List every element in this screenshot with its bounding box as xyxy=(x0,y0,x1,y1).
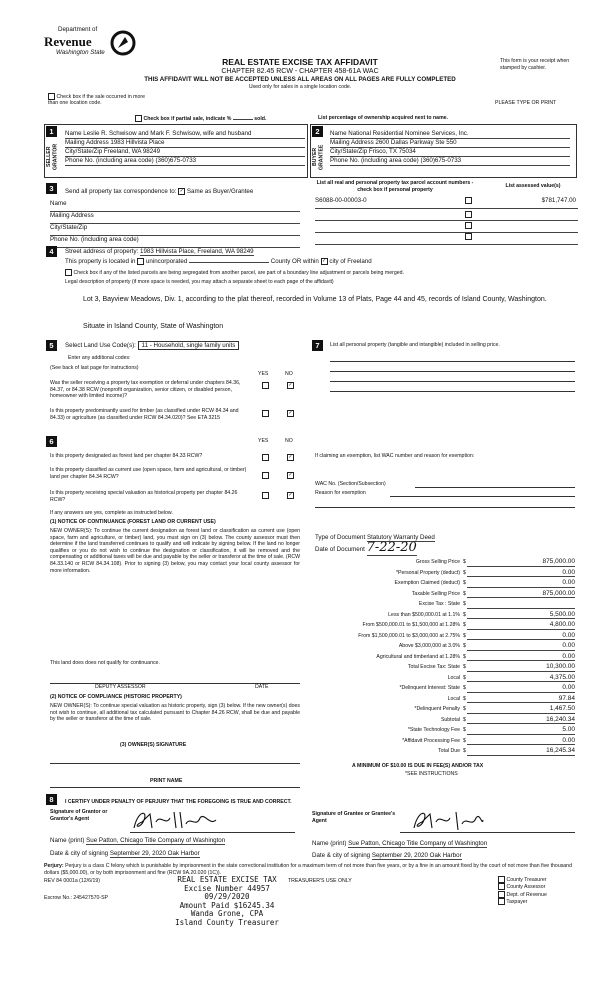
tax-row-value: 4,375.00 xyxy=(549,673,575,681)
stamp-line: REAL ESTATE EXCISE TAX xyxy=(177,875,277,884)
copy-label: Taxpayer xyxy=(506,899,528,906)
tax-row xyxy=(315,610,575,621)
grantor-name-label: Name (print) xyxy=(50,837,85,844)
doc-type-value: Statutory Warranty Deed xyxy=(366,534,435,541)
tax-row xyxy=(315,736,575,747)
certify-text: I CERTIFY UNDER PENALTY OF PERJURY THAT THE FOREGOING IS TRUE AND CORRECT. xyxy=(65,799,292,805)
parcel-checkbox-4[interactable] xyxy=(465,233,472,240)
section5-q1-yes[interactable] xyxy=(262,382,269,389)
grantee-date-label: Date & city of signing xyxy=(312,852,371,859)
section-2-number: 2 xyxy=(312,126,323,137)
section6-q2-no[interactable]: ✓ xyxy=(288,472,293,478)
reason-label: Reason for exemption xyxy=(315,490,366,496)
tax-row-label: *Affidavit Processing Fee xyxy=(402,737,460,744)
section-8-number: 8 xyxy=(46,794,57,805)
grantor-date-value: September 29, 2020 Oak Harbor xyxy=(109,850,200,857)
type-or-print: PLEASE TYPE OR PRINT xyxy=(495,100,557,106)
section6-q3-no[interactable]: ✓ xyxy=(288,492,293,498)
tax-row-value: 0.00 xyxy=(562,684,575,691)
tax-row xyxy=(315,631,575,642)
perjury-text: Perjury is a class C felony which is punishable by imprisonment in the state correctional institution for a maximum term of not more than five years, or by a fine in an amount fixed by the court of not more than five thousand dollars ($5,000.00), or by both imprisonment and fine (RCW 9A.20.020 (1C)). xyxy=(44,863,572,876)
grantor-date-label: Date & city of signing xyxy=(50,850,109,857)
see-instructions-note: *SEE INSTRUCTIONS xyxy=(405,771,458,777)
unincorporated-label: unincorporated xyxy=(145,258,188,266)
treasurer-stamp xyxy=(172,876,282,928)
tax-row-dollar: $ xyxy=(463,601,466,607)
tax-row-value: 0.00 xyxy=(562,579,575,586)
section5-q1-no[interactable]: ✓ xyxy=(288,382,293,388)
buyer-fields xyxy=(330,130,570,166)
tax-row-dollar: $ xyxy=(463,674,466,681)
tax-row-value: 0.00 xyxy=(562,652,575,660)
treasurer-use-label: TREASURER'S USE ONLY xyxy=(288,878,352,884)
yes-header-6: YES xyxy=(258,438,269,444)
situate-text: Situate in Island County, State of Washington xyxy=(83,323,224,330)
land-use-row xyxy=(65,342,239,350)
qualify-text: This land does does not qualify for continuance. xyxy=(50,660,160,666)
multi-location-label: Check box if the sale occurred in more than one location code. xyxy=(48,93,145,107)
tax-row xyxy=(315,715,575,726)
yes-header-5: YES xyxy=(258,371,269,377)
section6-q1: Is this property designated as forest land per chapter 84.33 RCW? xyxy=(50,453,203,459)
stamp-line: Excise Number 44957 xyxy=(184,883,270,893)
tax-row xyxy=(315,704,575,715)
tax-row-value: 16,245.34 xyxy=(546,747,575,754)
corr-name-label: Name xyxy=(50,200,300,212)
buyer-city-label: City/State/Zip xyxy=(330,148,368,155)
notice2-title: (2) NOTICE OF COMPLIANCE (HISTORIC PROPERTY) xyxy=(50,694,182,700)
seller-phone-label: Phone No. (including area code) xyxy=(65,157,154,164)
parcel-personal-checkbox[interactable] xyxy=(465,197,472,204)
street-value: 1983 Hillvista Place, Freeland, WA 98249 xyxy=(140,248,254,255)
grantee-date-value: September 29, 2020 Oak Harbor xyxy=(371,852,462,859)
copy-label: County Treasurer xyxy=(506,876,547,883)
doc-date-label: Date of Document xyxy=(315,546,365,553)
located-label: This property is located in xyxy=(65,258,136,266)
escrow-number: Escrow No.: 245427570-SP xyxy=(44,895,109,901)
multi-location-checkbox[interactable] xyxy=(48,93,55,100)
tax-row xyxy=(315,673,575,684)
tax-row-dollar: $ xyxy=(463,580,466,586)
grantee-signature-icon xyxy=(410,808,485,834)
city-value: city of Freeland xyxy=(329,258,372,266)
perjury-label: Perjury: xyxy=(44,863,64,869)
tax-row-label: Exemption Claimed (deduct) xyxy=(394,580,460,586)
tax-row-label: Agricultural and timberland at 1.28% xyxy=(376,653,460,660)
tax-row-dollar: $ xyxy=(463,748,466,754)
tax-row xyxy=(315,746,575,757)
tax-row-label: *Personal Property (deduct) xyxy=(395,569,460,576)
tax-row-value: 0.00 xyxy=(562,642,575,649)
copy-checkbox[interactable] xyxy=(498,883,505,890)
tax-row-label: *Delinquent Interest: State xyxy=(399,685,460,691)
deputy-date-label: DATE xyxy=(255,684,269,690)
tax-row xyxy=(315,662,575,673)
tax-row xyxy=(315,578,575,589)
parcels-header: List all real and personal property tax parcel account numbers - check box if personal property xyxy=(316,180,474,193)
land-use-select[interactable]: 11 - Household, single family units xyxy=(138,341,240,350)
buyer-address-label: Mailing Address xyxy=(330,139,374,146)
buyer-phone-label: Phone No. (including area code) xyxy=(330,157,419,164)
tax-row-dollar: $ xyxy=(463,559,466,565)
tax-row-value: 875,000.00 xyxy=(542,589,575,597)
unincorporated-checkbox[interactable] xyxy=(137,258,144,265)
personal-property-label: List all personal property (tangible and intangible) included in selling price. xyxy=(330,342,500,348)
partial-sale-row xyxy=(135,115,266,122)
dor-emblem-icon xyxy=(110,30,136,56)
tax-row-dollar: $ xyxy=(463,611,466,618)
tax-row-dollar: $ xyxy=(463,590,466,597)
tax-row-value: 5,500.00 xyxy=(549,610,575,618)
section6-q1-no[interactable]: ✓ xyxy=(288,454,293,460)
seller-fields xyxy=(65,130,305,166)
send-correspondence-label: Send all property tax correspondence to: xyxy=(65,188,177,196)
no-header-5: NO xyxy=(285,371,293,377)
multi-location-row xyxy=(48,93,148,107)
section5-q2-yes[interactable] xyxy=(262,410,269,417)
tax-row-value: 10,300.00 xyxy=(546,663,575,670)
tax-row-dollar: $ xyxy=(463,643,466,649)
tax-row-dollar: $ xyxy=(463,653,466,660)
tax-row-value: 0.00 xyxy=(562,568,575,576)
tax-row-value: 0.00 xyxy=(562,631,575,639)
form-subtitle: CHAPTER 82.45 RCW - CHAPTER 458-61A WAC xyxy=(221,68,379,75)
doc-type-label: Type of Document xyxy=(315,534,366,541)
land-use-label: Select Land Use Code(s): xyxy=(65,342,136,349)
tax-row-dollar: $ xyxy=(463,706,466,712)
tax-row-label: Gross Selling Price xyxy=(415,559,460,565)
copy-label: Dept. of Revenue xyxy=(506,891,547,898)
grantor-signature-icon xyxy=(130,808,220,834)
street-label: Street address of property: xyxy=(65,248,139,255)
doc-date-row xyxy=(315,540,575,555)
tax-row-label: From $500,000.01 to $1,500,000 at 1.28% xyxy=(362,622,460,628)
assessed-header: List assessed value(s) xyxy=(505,183,561,189)
doc-type-row xyxy=(315,534,575,542)
tax-row-label: Taxable Selling Price xyxy=(411,590,460,597)
tax-row-dollar: $ xyxy=(463,695,466,702)
seller-name-label: Name xyxy=(65,130,82,137)
legal-description: Lot 3, Bayview Meadows, Div. 1, according to the plat thereof, recorded in Volume 13 of Plats, Page 44 and 45, records of Island County, Washington. xyxy=(83,296,547,303)
same-as-buyer-label: Same as Buyer/Grantee xyxy=(186,188,254,196)
deputy-assessor-label: DEPUTY ASSESSOR xyxy=(95,684,146,690)
tax-row-dollar: $ xyxy=(463,622,466,628)
county-label: County OR within xyxy=(270,258,319,266)
section-1-number: 1 xyxy=(46,126,57,137)
partial-sale-checkbox[interactable] xyxy=(135,115,142,122)
tax-row-value: 1,467.50 xyxy=(549,705,575,712)
buyer-phone-value: (360)675-0733 xyxy=(420,157,462,164)
section6-q1-yes[interactable] xyxy=(262,454,269,461)
grantee-name-value: Sue Patton, Chicago Title Company of Washington xyxy=(348,840,488,847)
owner-signature-label: (3) OWNER(S) SIGNATURE xyxy=(120,742,187,748)
tax-calculation-table xyxy=(315,557,575,757)
tax-row xyxy=(315,589,575,600)
section6-q2-yes[interactable] xyxy=(262,472,269,479)
grantee-name-label: Name (print) xyxy=(312,840,347,847)
section-7-number: 7 xyxy=(312,340,323,351)
grantee-date-row xyxy=(312,852,577,860)
tax-row-dollar: $ xyxy=(463,727,466,733)
no-header-6: NO xyxy=(285,438,293,444)
tax-row-label: Less than $500,000.01 at 1.1% xyxy=(388,611,460,618)
tax-row xyxy=(315,641,575,652)
tax-row xyxy=(315,557,575,568)
if-yes-text: If any answers are yes, complete as instructed below. xyxy=(50,510,173,516)
tax-row xyxy=(315,568,575,579)
seller-address-label: Mailing Address xyxy=(65,139,109,146)
exemption-claim-label: If claiming an exemption, list WAC number and reason for exemption: xyxy=(315,453,475,459)
grantor-name-value: Sue Patton, Chicago Title Company of Washington xyxy=(86,837,226,844)
seller-address-value: 1983 Hillvista Place xyxy=(110,139,165,146)
tax-row xyxy=(315,694,575,705)
logo-dept-label: Department of xyxy=(58,26,98,33)
corr-phone-label: Phone No. (including area code) xyxy=(50,236,300,248)
receipt-note: This form is your receipt when stamped by cashier. xyxy=(500,58,570,71)
corr-mailing-label: Mailing Address xyxy=(50,212,300,224)
logo-state-label: Washington State xyxy=(56,49,105,56)
tax-row-value: 0.00 xyxy=(562,736,575,744)
logo-revenue-label: Revenue xyxy=(44,34,92,49)
print-name-label: PRINT NAME xyxy=(150,778,183,784)
city-checkbox[interactable]: ✓ xyxy=(322,258,327,264)
located-row xyxy=(65,258,372,266)
copy-checkbox[interactable] xyxy=(498,891,505,898)
seller-city-value: Freeland, WA 98249 xyxy=(103,148,161,155)
notice1-title: (1) NOTICE OF CONTINUANCE (FOREST LAND OR CURRENT USE) xyxy=(50,519,216,525)
correspondence-fields xyxy=(50,200,300,248)
section5-q1: Was the seller receiving a property tax exemption or deferral under chapters 84.36, 84.37, or 84.38 RCW (nonprofit organization, senior citizen, or disabled person, homeowner with limited income)? xyxy=(50,380,241,400)
additional-codes-label: Enter any additional codes: xyxy=(68,355,131,361)
copy-checkbox[interactable] xyxy=(498,898,505,905)
section6-q2: Is this property classified as current use (open space, farm and agricultural, or timber) land per chapter 84.34 RCW? xyxy=(50,467,247,480)
section-6-number: 6 xyxy=(46,436,57,447)
legal-label: Legal description of property (if more space is needed, you may attach a separate sheet to each page of the affidavit) xyxy=(65,279,334,285)
buyer-address-value: 2600 Dallas Parkway Ste 550 xyxy=(375,139,457,146)
stamp-line: Wanda Grone, CPA xyxy=(190,909,264,919)
tax-row xyxy=(315,652,575,663)
ownership-pct-label: List percentage of ownership acquired next to name. xyxy=(318,115,449,121)
seller-name-value: Leslie R. Schwisow and Mark F. Schwisow, wife and husband xyxy=(83,130,252,137)
grantee-name-row xyxy=(312,840,577,848)
stamp-line: Amount Paid $16245.34 xyxy=(179,900,275,910)
segregated-row xyxy=(65,269,565,276)
tax-row xyxy=(315,725,575,736)
form-title: REAL ESTATE EXCISE TAX AFFIDAVIT xyxy=(222,57,378,67)
section-5-number: 5 xyxy=(46,340,57,351)
wac-label: WAC No. (Section/Subsection) xyxy=(315,481,386,487)
section-3-number: 3 xyxy=(46,183,57,194)
tax-row-value: 875,000.00 xyxy=(542,558,575,565)
tax-row-value: 4,800.00 xyxy=(549,621,575,628)
send-correspondence-row xyxy=(65,188,253,196)
tax-row-label: Total Due xyxy=(438,748,460,754)
tax-row-dollar: $ xyxy=(463,685,466,691)
corr-city-label: City/State/Zip xyxy=(50,224,300,236)
section5-q2: Is this property predominantly used for timber (as classified under RCW 84.34 and 84.33) or agriculture (as classified under RCW 84.34.020)? See ETA 3215 xyxy=(50,408,239,421)
notice2-text: NEW OWNER(S): To continue special valuation as historic property, sign (3) below. If the new owner(s) does not wish to continue, all additional tax calculated pursuant to Chapter 84.26 RCW, shall be due and payable by the seller or transferor at the time of sale. xyxy=(50,703,300,723)
same-as-buyer-checkbox[interactable]: ✓ xyxy=(179,188,184,194)
tax-row-dollar: $ xyxy=(463,737,466,744)
parcel-checkbox-2[interactable] xyxy=(465,211,472,218)
minimum-fee-note: A MINIMUM OF $10.00 IS DUE IN FEE(S) AND/OR TAX xyxy=(352,763,484,769)
assessed-value: $781,747.00 xyxy=(541,197,576,204)
parcel-table xyxy=(315,197,578,245)
tax-row-label: *State Technology Fee xyxy=(407,727,460,733)
copy-checkbox[interactable] xyxy=(498,876,505,883)
buyer-name-value: National Residential Nominee Services, Inc. xyxy=(348,130,469,137)
copies-list xyxy=(498,876,547,906)
seller-city-label: City/State/Zip xyxy=(65,148,103,155)
parcel-checkbox-3[interactable] xyxy=(465,222,472,229)
tax-row xyxy=(315,683,575,694)
tax-row-value: 16,240.34 xyxy=(546,715,575,723)
segregated-label: Check box if any of the listed parcels are being segregated from another parcel, are part of a boundary line adjustment or parcels being merged. xyxy=(73,269,404,276)
section6-q3-yes[interactable] xyxy=(262,492,269,499)
parcel-number: S6088-00-00003-0 xyxy=(315,197,367,204)
partial-sale-label: Check box if partial sale, indicate % xyxy=(143,115,232,122)
doc-date-value: 7-22-20 xyxy=(366,540,417,555)
see-back-label: (See back of last page for instructions) xyxy=(50,365,139,371)
notice1-text: NEW OWNER(S): To continue the current designation as forest land or classification as current use (open space, farm and agriculture, or timber) land, you must sign on (3) below. The county assessor must then determine if the land transferred continues to qualify and will indicate by signing below. If the land no longer qualifies or you do not wish to continue the designation or classification, it will be removed and the compensating or additional taxes will be due and payable by the seller or transferor at the time of sale. (RCW 84.33.140 or RCW 84.34.108). Prior to signing (3) below, you may contact your local county assessor for more information. xyxy=(50,528,300,574)
tax-row-value: 5.00 xyxy=(562,726,575,733)
section5-q2-no[interactable]: ✓ xyxy=(288,410,293,416)
street-row xyxy=(65,248,254,256)
buyer-city-value: Frisco, TX 75034 xyxy=(368,148,416,155)
grantee-sig-label: Signature of Grantee or Grantee's Agent xyxy=(312,811,396,824)
form-warning: THIS AFFIDAVIT WILL NOT BE ACCEPTED UNLESS ALL AREAS ON ALL PAGES ARE FULLY COMPLETED xyxy=(144,76,456,83)
tax-row-dollar: $ xyxy=(463,664,466,670)
tax-row-label: From $1,500,000.01 to $3,000,000 at 2.75% xyxy=(358,632,460,639)
section-4-number: 4 xyxy=(46,246,57,257)
tax-row xyxy=(315,620,575,631)
grantor-name-row xyxy=(50,837,300,845)
buyer-name-label: Name xyxy=(330,130,347,137)
rev-number: REV 84 0001a (12/6/19) xyxy=(44,878,100,884)
tax-row-dollar: $ xyxy=(463,632,466,639)
tax-row-dollar: $ xyxy=(463,569,466,576)
seller-phone-value: (360)675-0733 xyxy=(155,157,197,164)
section6-q3: Is this property receiving special valuation as historical property per chapter 84.26 RCW? xyxy=(50,490,238,503)
buyer-side-label: BUYER GRANTEE xyxy=(312,144,325,170)
tax-row-label: Total Excise Tax: State xyxy=(407,664,460,670)
stamp-line: 09/29/2020 xyxy=(204,892,250,902)
tax-row-label: *Delinquent Penalty xyxy=(414,706,460,712)
tax-row-label: Above $3,000,000 at 3.0% xyxy=(398,643,460,649)
seller-side-label: SELLER GRANTOR xyxy=(46,143,59,171)
grantor-sig-label: Signature of Grantor or Grantor's Agent xyxy=(50,809,108,822)
tax-row-label: Local xyxy=(447,674,460,681)
perjury-row xyxy=(44,863,579,876)
tax-row-value: 97.84 xyxy=(558,694,575,702)
tax-row-dollar: $ xyxy=(463,716,466,723)
tax-row-label: Subtotal xyxy=(440,716,460,723)
partial-sold-label: sold. xyxy=(254,115,267,122)
tax-row xyxy=(315,599,575,610)
grantor-date-row xyxy=(50,850,300,858)
tax-row-label: Local xyxy=(447,695,460,702)
segregated-checkbox[interactable] xyxy=(65,269,72,276)
tax-row-label: Excise Tax : State xyxy=(418,601,460,607)
copy-label: County Assessor xyxy=(506,884,546,891)
single-use-note: Used only for sales in a single location code. xyxy=(248,84,352,90)
stamp-line: Island County Treasurer xyxy=(175,917,279,927)
